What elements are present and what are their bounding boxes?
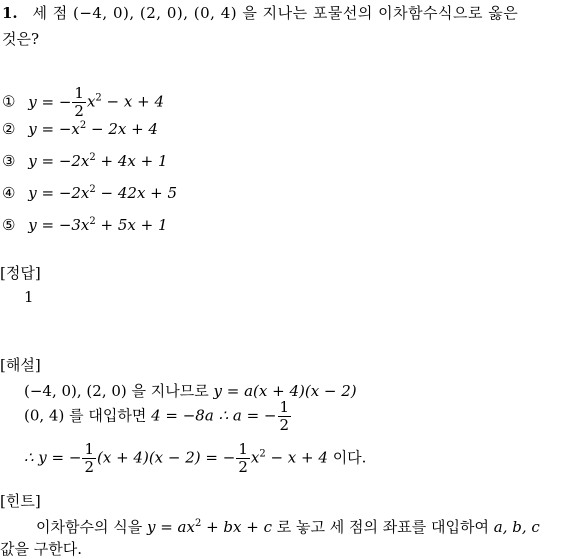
option-4: ④ $y = -2x^2 - 42x + 5$ (2, 184, 178, 202)
answer-value: 1 (24, 288, 34, 306)
option-marker: ③ (2, 152, 16, 170)
fraction: $\frac{1}{2}$ (84, 440, 95, 476)
option-marker: ④ (2, 184, 16, 202)
option-marker: ⑤ (2, 216, 16, 234)
hint-line-2: 값을 구한다. (0, 540, 82, 558)
question-number: 1. (2, 4, 18, 22)
fraction: $\frac{1}{2}$ (279, 398, 290, 434)
option-marker: ② (2, 120, 16, 138)
fraction: $\frac{1}{2}$ (74, 84, 84, 120)
answer-heading: [정답] (0, 264, 41, 282)
option-marker: ① (2, 92, 16, 111)
option-2: ② $y = -x^2 - 2x + 4$ (2, 120, 158, 138)
option-5: ⑤ $y = -3x^2 + 5x + 1$ (2, 216, 168, 234)
explanation-line-2: (0, 4) 를 대입하면 4 = −8a ∴ a = − $\frac{1}{2}$ (24, 398, 290, 434)
fraction: $\frac{1}{2}$ (238, 440, 248, 476)
question-text: 세 점 (−4, 0), (2, 0), (0, 4) 을 지나는 포물선의 이차함수식으로 옳은 (32, 4, 519, 22)
option-3: ③ $y = -2x^2 + 4x + 1$ (2, 152, 168, 170)
hint-line-1: 이차함수의 식을 $y = ax^2$ + bx + c 로 놓고 세 점의 좌표를 대입하여 a, b, c (36, 518, 540, 536)
question-line-2: 것은? (2, 30, 40, 48)
explanation-line-1: (−4, 0), (2, 0) 을 지나므로 y = a(x + 4)(x − 2) (24, 382, 357, 400)
option-1: ① y = − $\frac{1}{2}$ $x^2 - x + 4$ (2, 84, 164, 120)
hint-heading: [힌트] (0, 492, 41, 510)
explanation-line-3: ∴ y = − $\frac{1}{2}$ (x + 4)(x − 2) = − $\frac{1}{2}$ $x^2 - x + 4$ 이다. (24, 440, 367, 476)
explanation-heading: [해설] (0, 356, 41, 374)
question-line-1 (2, 2, 518, 23)
